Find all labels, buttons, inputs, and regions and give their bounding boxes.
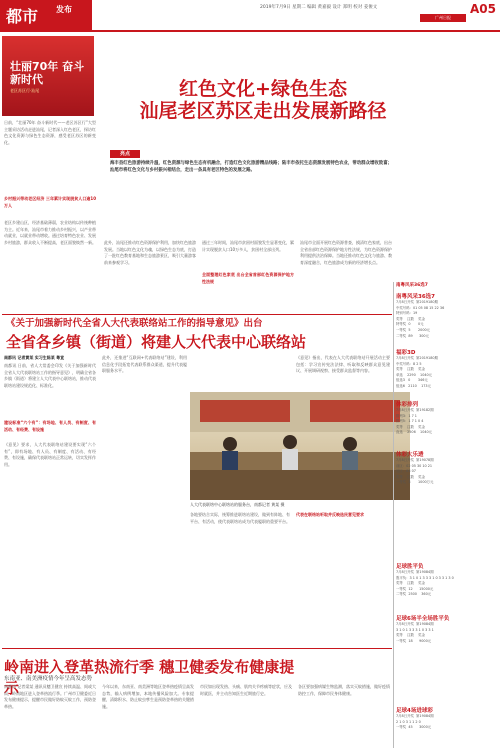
section2-title: 全省各乡镇（街道）将建人大代表中心联络站 — [6, 333, 307, 351]
photo-caption: 人大代表联络中心联络站的服务台，南都记者 黄某 摄 — [190, 502, 285, 507]
highlight-text: 海丰县红色旅游持续升温，红色资源与绿色生态有机融合，打造红色文化旅游精品线路；陆丰市依托生态资源发展特色农业，带动群众增收致富；汕尾市将红色文化与乡村振兴相结合，走出一条具有老区特色的发展之路。 — [110, 161, 392, 174]
lottery-label-7: 足球4场进球彩 — [396, 708, 433, 714]
lead-intro: 日前，“壮丽70年 奋斗新时代——老区苏区行”大型主题采访活动走进汕尾，记者深入红色老区，探访红色文化资源与绿色生态资源，感受老区苏区的新变化。 — [4, 120, 96, 145]
event-photo — [190, 392, 410, 500]
lottery-results-4: 7月8日开奖 第19078期 前区：02 05 30 10 21 后区：03 07 奖等 注数 奖金 一等奖 3 1000万元 — [396, 458, 434, 485]
lottery-label-5: 足球胜平负 — [396, 564, 424, 570]
lottery-results-1: 7月8日开奖 第2019180期 中奖号码：01 05 08 15 22 36 特别号码：19 奖等 注数 奖金 特等奖 0 0元 一等奖 5 2000元 二等奖 89 300元 — [396, 300, 445, 338]
bottom-headline: 岭南进入登革热流行季 穗卫健委发布健康提示 — [4, 658, 295, 697]
section-divider — [2, 314, 392, 315]
lottery-label-1: 南粤风采36选7 — [396, 294, 435, 300]
section2-column-2: 《意见》要求，人大代表联络站建设要实现“六个有”，即有场地、有人员、有制度、有活动、有经费、有设施，确保代表联络站正常运转，切实发挥作用。 — [4, 442, 96, 467]
lottery-label-3: 体彩排列 — [396, 402, 419, 408]
section2-byline: 南都讯 记者黄某 实习生陈某 粤宣 — [4, 355, 65, 360]
section-logo — [0, 0, 92, 30]
lead-subhead: 乡村振兴带动老区经济 三年累计实现脱贫人口逾10万人 — [4, 196, 96, 208]
lead-body: 老区乡建山区，经济基础薄弱，农业结构以传统种植为主。近年来，汕尾市着力推动乡村振兴，以产业带动就业，以就业带动增收。通过培育特色农业、发展乡村旅游，群众收入不断提高，老区面貌焕然一新。 — [4, 220, 96, 245]
lottery-label-2: 福彩3D — [396, 350, 416, 356]
column-3-subhead: 全面整理红色家底 出台全省首部红色资源保护地方性法规 — [202, 272, 294, 284]
lottery-results-7: 7月8日开奖 第19084期 2 1 0 3 1 1 2 0 一等奖 45 3000元 — [396, 714, 434, 730]
highlight-box — [110, 150, 392, 232]
right-column-rule — [393, 282, 394, 748]
body-column-2: 此外，汕尾还推动红色资源保护利用，加快红色旅游发展。当地以红色文化为魂，以绿色生态为底，打造了一批红色教育基地和生态旅游景区，吸引大量游客前来参观学习。 — [104, 240, 196, 265]
edition-tag: 广州日报 — [420, 14, 466, 22]
series-title: 壮丽70年 奋斗新时代 — [10, 60, 85, 86]
series-banner — [2, 36, 94, 116]
bottom-subheadline: 东南亚、南美洲疫情今年呈高发态势 — [4, 676, 93, 682]
section2-column-3: 此外，还推进“互联网+代表联络站”建设，利用信息化手段拓宽代表联系群众渠道，提升代表履职服务水平。 — [102, 355, 187, 374]
lottery-label-4: 体彩大乐透 — [396, 452, 424, 458]
section2-column-4: 各地要结合实际，统筹推进联络站建设，做到有阵地、有平台、有活动，使代表联络站成为代表履职的重要平台。 — [190, 512, 290, 524]
body-column-4: 汕尾市全面开展红色资源普查，摸清红色家底，出台全省首部红色资源保护地方性法规，为红色资源保护利用提供法治保障。当地还推动红色文化与旅游、教育深度融合，红色旅游成为新的经济增长点。 — [300, 240, 392, 265]
lottery-results-3: 7月8日开奖 第19182期 排列3：1 7 1 排列5：1 7 1 0 4 奖等 注数 奖金 直选 2506 1040元 — [396, 408, 434, 435]
section-name: 都市 — [6, 7, 39, 26]
bottom-column-4: 各区要加强病媒生物监测，落实灭蚊措施，做好疫情防控工作，保障市民身体健康。 — [298, 684, 390, 696]
highlight-label: 亮点 — [110, 150, 140, 158]
masthead-rule — [0, 30, 500, 32]
lottery-results-2: 7月8日开奖 第2019180期 中奖号码：8 2 5 奖等 注数 奖金 单选 2290 1040元 组选3 0 346元 组选6 2110 173元 — [396, 356, 438, 388]
lottery-results-5: 7月8日开奖 第19084期 胜平负：3 1 0 1 3 3 3 1 0 3 3 1 3 0 奖等 注数 奖金 一等奖 12 15000元 二等奖 2500 360元 — [396, 570, 454, 597]
series-subtitle: 老区苏区行·汕尾 — [10, 88, 40, 93]
section-tag: 发布 — [56, 5, 72, 14]
page-number: A05 — [470, 2, 496, 16]
headline-line-1: 红色文化+绿色生态 — [179, 78, 347, 100]
bottom-column-1: 南都讯 记者梁某 通讯员穗卫健宣 持续高温、间或大雨，岭南地区进入登革热流行季。广州市卫健委近日发布健康提示，提醒市民做好防蚊灭蚊工作，预防登革热。 — [4, 684, 96, 709]
right-column-title: 南粤风采36选7 — [396, 283, 428, 288]
section2-subhead-1: 建设标准“六个有”：有场地、有人员、有制度、有活动、有经费、有设施 — [4, 420, 96, 432]
bottom-column-2: 今年以来，东南亚、南美洲等地区登革热疫情呈高发态势，输入病例增加，本地传播风险加大。专家提醒，清除积水、防止蚊虫孳生是预防登革热的关键措施。 — [102, 684, 194, 709]
section2-kicker: 《关于加强新时代全省人大代表联络站工作的指导意见》出台 — [6, 318, 263, 329]
bottom-column-3: 市民如出现发热、头痛、肌肉关节疼痛等症状，应及时就医，并主动告知医生近期旅行史。 — [200, 684, 292, 696]
date-line: 2019年7月9日 星期二 编辑 黄嘉毅 设计 郑明 校对 姜俊文 — [260, 5, 378, 10]
lottery-label-6: 足球6场半全场胜平负 — [396, 616, 450, 622]
section2-column-5-top: 《意见》指出，代表在人大代表联络站开展活动主要包括：学习宣传宪法法律、听取和反映群众意见建议、开展调研视察、接受群众监督等内容。 — [296, 355, 390, 374]
main-headline — [118, 78, 408, 122]
section2-column-1: 南都讯 日前，省人大常委会印发《关于加强新时代全省人大代表联络站工作的指导意见》，明确全省各乡镇（街道）将建立人大代表中心联络站，推动代表联络站建设规范化、标准化。 — [4, 363, 96, 388]
body-column-3: 通过三年时间，汕尾市贫困村面貌发生显著变化，累计实现脱贫人口10万多人，贫困村全部出列。 — [202, 240, 294, 252]
lottery-results-6: 7月8日开奖 第19084期 3 1 0 1 3 3 3 1 0 3 3 1 奖等 注数 奖金 一等奖 18 9000元 — [396, 622, 434, 643]
headline-line-2: 汕尾老区苏区走出发展新路径 — [139, 100, 387, 122]
photo-illustration — [190, 392, 410, 500]
section2-subhead-2: 代表在联络站听取并反映选民意见要求 — [296, 512, 364, 517]
bottom-divider — [2, 648, 392, 649]
masthead — [0, 0, 500, 34]
